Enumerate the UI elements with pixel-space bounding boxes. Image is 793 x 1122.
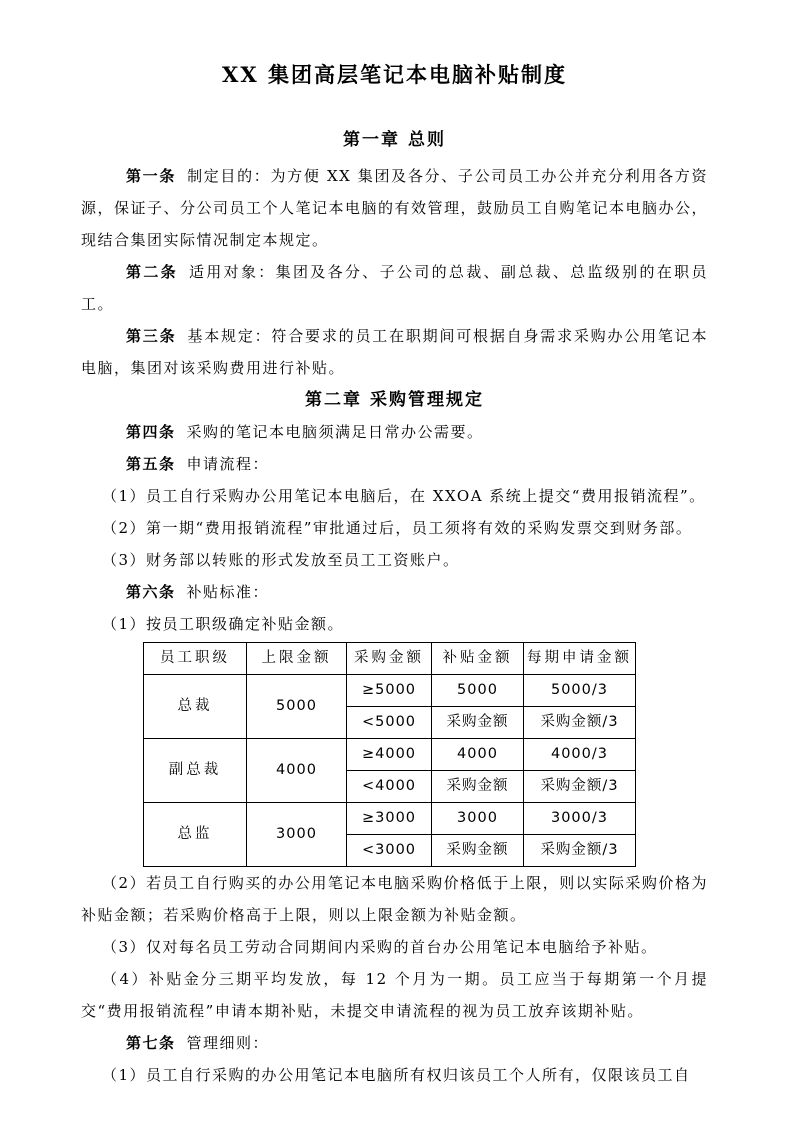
chapter-2-heading: 第二章 采购管理规定 <box>305 390 484 410</box>
per-period-amount-cell: 3000/3 <box>524 803 636 835</box>
article-1-text: 制定目的：为方便 XX 集团及各分、子公司员工办公并充分利用各方资源，保证子、分公司员工个人笔记本电脑的有效管理，鼓励员工自购笔记本电脑办公，现结合集团实际情况制定本规定。 <box>81 167 709 249</box>
article-5-item-2: （2）第一期“费用报销流程”审批通过后，员工须将有效的采购发票交到财务部。 <box>102 519 693 537</box>
article-5-item-3: （3）财务部以转账的形式发放至员工工资账户。 <box>102 551 460 569</box>
article-1 <box>81 160 708 256</box>
article-6-item-2: （2）若员工自行购买的办公用笔记本电脑采购价格低于上限，则以实际采购价格为补贴金额；若采购价格高于上限，则以上限金额为补贴金额。 <box>81 874 708 924</box>
article-4-label: 第四条 <box>126 423 176 441</box>
article-5 <box>81 448 708 480</box>
subsidy-amount-cell: 采购金额 <box>432 835 524 867</box>
subsidy-amount-cell: 5000 <box>432 675 524 707</box>
article-7-item-1: （1）员工自行采购的办公用笔记本电脑所有权归该员工个人所有，仅限该员工自 <box>102 1066 691 1084</box>
article-3-label: 第三条 <box>126 327 177 345</box>
article-5-label: 第五条 <box>126 455 176 473</box>
article-4-text: 采购的笔记本电脑须满足日常办公需要。 <box>186 423 484 441</box>
header-rank: 员工职级 <box>144 643 247 675</box>
table-header-row <box>144 643 636 675</box>
table-row <box>144 803 636 835</box>
limit-cell-vice-president: 4000 <box>247 739 347 803</box>
purchase-amount-cell: ≥3000 <box>347 803 432 835</box>
article-2-text: 适用对象：集团及各分、子公司的总裁、副总裁、总监级别的在职员工。 <box>81 263 708 313</box>
header-purchase-amount: 采购金额 <box>347 643 432 675</box>
article-6-text: 补贴标准： <box>186 583 270 601</box>
subsidy-amount-cell: 采购金额 <box>432 771 524 803</box>
article-6 <box>81 576 708 608</box>
document-title: XX 集团高层笔记本电脑补贴制度 <box>222 62 567 87</box>
article-1-label: 第一条 <box>126 167 177 185</box>
table-row <box>144 739 636 771</box>
chapter-1-heading: 第一章 总则 <box>343 130 446 150</box>
article-6-item-4: （4）补贴金分三期平均发放，每 12 个月为一期。员工应当于每期第一个月提交“费用报销流程”申请本期补贴，未提交申请流程的视为员工放弃该期补贴。 <box>81 970 708 1020</box>
header-per-period-amount: 每期申请金额 <box>524 643 636 675</box>
article-3-text: 基本规定：符合要求的员工在职期间可根据自身需求采购办公用笔记本电脑，集团对该采购费用进行补贴。 <box>81 327 708 377</box>
article-7-label: 第七条 <box>126 1034 176 1052</box>
subsidy-amount-cell: 4000 <box>432 739 524 771</box>
rank-cell-director: 总监 <box>144 803 247 867</box>
per-period-amount-cell: 采购金额/3 <box>524 771 636 803</box>
purchase-amount-cell: ≥4000 <box>347 739 432 771</box>
rank-cell-vice-president: 副总裁 <box>144 739 247 803</box>
article-5-text: 申请流程： <box>186 455 270 473</box>
per-period-amount-cell: 4000/3 <box>524 739 636 771</box>
purchase-amount-cell: <4000 <box>347 771 432 803</box>
header-limit: 上限金额 <box>247 643 347 675</box>
per-period-amount-cell: 采购金额/3 <box>524 835 636 867</box>
subsidy-amount-cell: 3000 <box>432 803 524 835</box>
article-7 <box>81 1027 708 1059</box>
per-period-amount-cell: 5000/3 <box>524 675 636 707</box>
purchase-amount-cell: <5000 <box>347 707 432 739</box>
article-4 <box>81 416 708 448</box>
purchase-amount-cell: ≥5000 <box>347 675 432 707</box>
article-5-item-1: （1）员工自行采购办公用笔记本电脑后，在 XXOA 系统上提交“费用报销流程”。 <box>102 487 706 505</box>
per-period-amount-cell: 采购金额/3 <box>524 707 636 739</box>
limit-cell-president: 5000 <box>247 675 347 739</box>
article-6-item-3: （3）仅对每名员工劳动合同期间内采购的首台办公用笔记本电脑给予补贴。 <box>102 938 658 956</box>
article-7-text: 管理细则： <box>186 1034 270 1052</box>
purchase-amount-cell: <3000 <box>347 835 432 867</box>
limit-cell-director: 3000 <box>247 803 347 867</box>
article-6-label: 第六条 <box>126 583 176 601</box>
article-2 <box>81 256 708 320</box>
header-subsidy-amount: 补贴金额 <box>432 643 524 675</box>
table-row <box>144 675 636 707</box>
article-3 <box>81 320 708 384</box>
article-6-item-1: （1）按员工职级确定补贴金额。 <box>102 615 345 633</box>
article-2-label: 第二条 <box>126 263 178 281</box>
subsidy-amount-cell: 采购金额 <box>432 707 524 739</box>
subsidy-table <box>143 642 636 867</box>
rank-cell-president: 总裁 <box>144 675 247 739</box>
